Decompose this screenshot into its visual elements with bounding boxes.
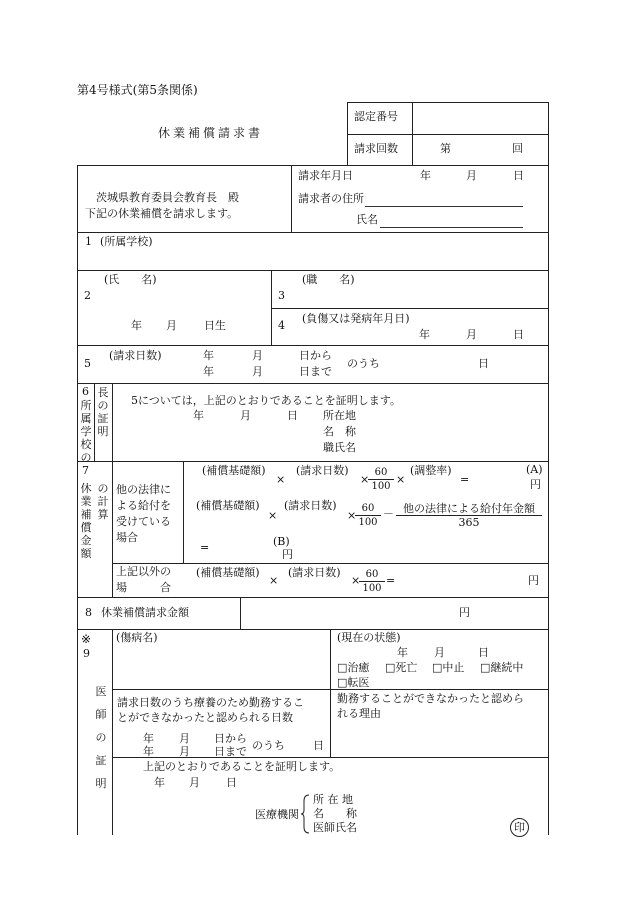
row7-vertical-1: 休業補償金額: [80, 482, 92, 560]
unable-day: 日: [313, 739, 324, 752]
unable-from: 日から: [214, 732, 247, 745]
address-label: 請求者の住所: [298, 192, 364, 205]
row9-cert-year: 年: [154, 776, 165, 789]
request-date-year: 年: [420, 169, 431, 182]
unable-days-line-1: 請求日数のうち療養のため勤務するこ: [117, 696, 304, 709]
status-label: (現在の状態): [337, 631, 401, 644]
left-brace-icon: [301, 794, 311, 834]
request-date-label: 請求年月日: [298, 169, 353, 182]
row6-number: 6: [82, 385, 89, 398]
row2-number: 2: [84, 289, 91, 302]
formula-b-denominator: 100: [358, 517, 378, 528]
birth-month: 月: [166, 319, 177, 332]
disease-label: (傷病名): [116, 631, 158, 644]
else-line-2: 場 合: [116, 581, 171, 594]
row7-vertical-2: の計算: [97, 482, 109, 521]
formula-a-numerator: 60: [368, 466, 394, 480]
formula-a-base: (補償基礎額): [202, 464, 266, 477]
formula-a-yen: 円: [530, 478, 541, 491]
formula-a-times-1: ×: [276, 473, 286, 486]
name-label: 氏名: [356, 213, 378, 226]
formula-a-times-2: ×: [360, 473, 370, 486]
form-number: 第4号様式(第5条関係): [77, 83, 198, 97]
row5-to: 日まで: [299, 365, 332, 378]
other-law-line-2: よる給付を: [116, 499, 171, 512]
row3-number: 3: [278, 289, 285, 302]
formula-b-minus: －: [383, 507, 394, 520]
row6-location-label: 所在地: [323, 409, 356, 422]
formula-a-days: (請求日数): [296, 464, 349, 477]
formula-a-times-3: ×: [396, 473, 406, 486]
formula-c-days: (請求日数): [288, 566, 341, 579]
row2-name-label: (氏 名): [104, 273, 157, 286]
formula-c-times-1: ×: [269, 574, 279, 587]
unable-to-year: 年: [143, 745, 154, 758]
seal-mark: 印: [510, 818, 529, 837]
page-title: 休業補償請求書: [158, 126, 264, 140]
row1-number: 1: [85, 235, 92, 248]
row3-label: (職 名): [302, 273, 355, 286]
row5-number: 5: [84, 357, 91, 370]
row6-day: 日: [287, 409, 298, 422]
request-date-day: 日: [513, 169, 524, 182]
kaisu-kai: 回: [512, 142, 523, 155]
row4-year: 年: [419, 328, 430, 341]
birth-year: 年: [131, 319, 142, 332]
addressee: 茨城県教育委員会教育長 殿: [96, 191, 239, 204]
row1-label: (所属学校): [100, 235, 153, 248]
formula-a-equals: =: [460, 473, 470, 486]
formula-c-base: (補償基礎額): [196, 566, 260, 579]
row9-cert-month: 月: [189, 776, 200, 789]
formula-a-fraction: [368, 466, 394, 493]
row5-label: (請求日数): [109, 349, 162, 362]
birth-day: 日生: [204, 319, 226, 332]
reason-line-1: 勤務することができなかったと認めら: [337, 692, 524, 705]
unable-from-year: 年: [143, 732, 154, 745]
unable-days-line-2: とができなかったと認められる日数: [117, 711, 293, 724]
row5-of-which: のうち: [347, 357, 380, 370]
check-continuing[interactable]: □継続中: [480, 661, 524, 674]
formula-b-other-law-numerator: 他の法律による給付年金額: [396, 502, 542, 516]
iryo-location-label: 所 在 地: [313, 793, 353, 806]
status-month: 月: [434, 646, 445, 659]
row6-month: 月: [240, 409, 251, 422]
row9-number: 9: [83, 647, 90, 660]
doctor-name-label: 医師氏名: [313, 821, 357, 834]
kaisu-dai: 第: [440, 142, 451, 155]
row9-cert-text: 上記のとおりであることを証明します。: [143, 760, 341, 773]
formula-b-other-law-denominator: 365: [458, 516, 480, 529]
formula-a-denominator: 100: [371, 481, 391, 492]
row8-label: 休業補償請求金額: [101, 606, 189, 619]
row5-from-month: 月: [252, 349, 263, 362]
formula-c-numerator: 60: [359, 568, 385, 582]
formula-b-times-1: ×: [268, 509, 278, 522]
formula-b-label: (B): [273, 535, 290, 548]
formula-a-adjust: (調整率): [410, 464, 452, 477]
unable-to-month: 月: [179, 745, 190, 758]
row5-day: 日: [478, 357, 489, 370]
check-died[interactable]: □死亡: [385, 661, 418, 674]
row7-number: 7: [82, 464, 89, 477]
check-cured[interactable]: □治癒: [337, 661, 370, 674]
iryo-kikan-label: 医療機関: [255, 808, 299, 821]
name-field[interactable]: [380, 227, 523, 228]
row6-year: 年: [193, 409, 204, 422]
formula-b-fraction: [355, 502, 381, 529]
row5-from: 日から: [299, 349, 332, 362]
formula-c-fraction: [359, 568, 385, 595]
unable-from-month: 月: [179, 732, 190, 745]
else-line-1: 上記以外の: [116, 565, 171, 578]
row6-vertical-1: 所属学校の: [80, 399, 92, 464]
status-day: 日: [478, 646, 489, 659]
row5-to-year: 年: [203, 365, 214, 378]
other-law-line-4: 場合: [116, 531, 138, 544]
formula-b-yen: 円: [282, 548, 293, 561]
unable-to: 日まで: [214, 745, 247, 758]
status-year: 年: [397, 646, 408, 659]
row4-number: 4: [278, 319, 285, 332]
request-date-month: 月: [466, 169, 477, 182]
row8-number: 8: [85, 606, 92, 619]
formula-b-base: (補償基礎額): [196, 499, 260, 512]
formula-c-yen: 円: [528, 574, 539, 587]
row4-day: 日: [513, 328, 524, 341]
row5-from-year: 年: [203, 349, 214, 362]
formula-c-times-2: ×: [351, 574, 361, 587]
formula-a-label: (A): [526, 463, 543, 476]
formula-b-times-2: ×: [347, 509, 357, 522]
other-law-line-3: 受けている: [116, 515, 171, 528]
unable-of-which: のうち: [252, 739, 285, 752]
row6-meisho-label: 名 称: [323, 425, 356, 438]
row6-shokushimei-label: 職氏名: [323, 441, 356, 454]
row9-mark: ※: [81, 632, 92, 646]
kaisu-label: 請求回数: [354, 142, 398, 155]
formula-c-equals: =: [386, 574, 396, 587]
nintei-label: 認定番号: [354, 110, 398, 123]
row6-cert-text: 5については，上記のとおりであることを証明します。: [131, 394, 401, 407]
row8-yen: 円: [459, 606, 470, 619]
row6-vertical-2: 長の証明: [97, 386, 109, 438]
row4-label: (負傷又は発病年月日): [302, 312, 410, 325]
formula-c-denominator: 100: [362, 583, 382, 594]
iryo-meisho-label: 名 称: [313, 807, 357, 820]
other-law-line-1: 他の法律に: [116, 483, 171, 496]
formula-b-numerator: 60: [355, 502, 381, 516]
formula-b-other-law-fraction: [396, 502, 542, 529]
formula-b-days: (請求日数): [284, 499, 337, 512]
row5-to-month: 月: [252, 365, 263, 378]
row9-cert-day: 日: [226, 776, 237, 789]
request-sentence: 下記の休業補償を請求します。: [85, 207, 239, 220]
row4-month: 月: [466, 328, 477, 341]
formula-b-equals: =: [200, 541, 210, 554]
reason-line-2: れる理由: [337, 707, 381, 720]
address-field[interactable]: [365, 206, 523, 207]
check-transfer[interactable]: □転医: [337, 676, 370, 689]
row9-vertical: 医師の証明: [95, 685, 107, 790]
check-stopped[interactable]: □中止: [432, 661, 465, 674]
